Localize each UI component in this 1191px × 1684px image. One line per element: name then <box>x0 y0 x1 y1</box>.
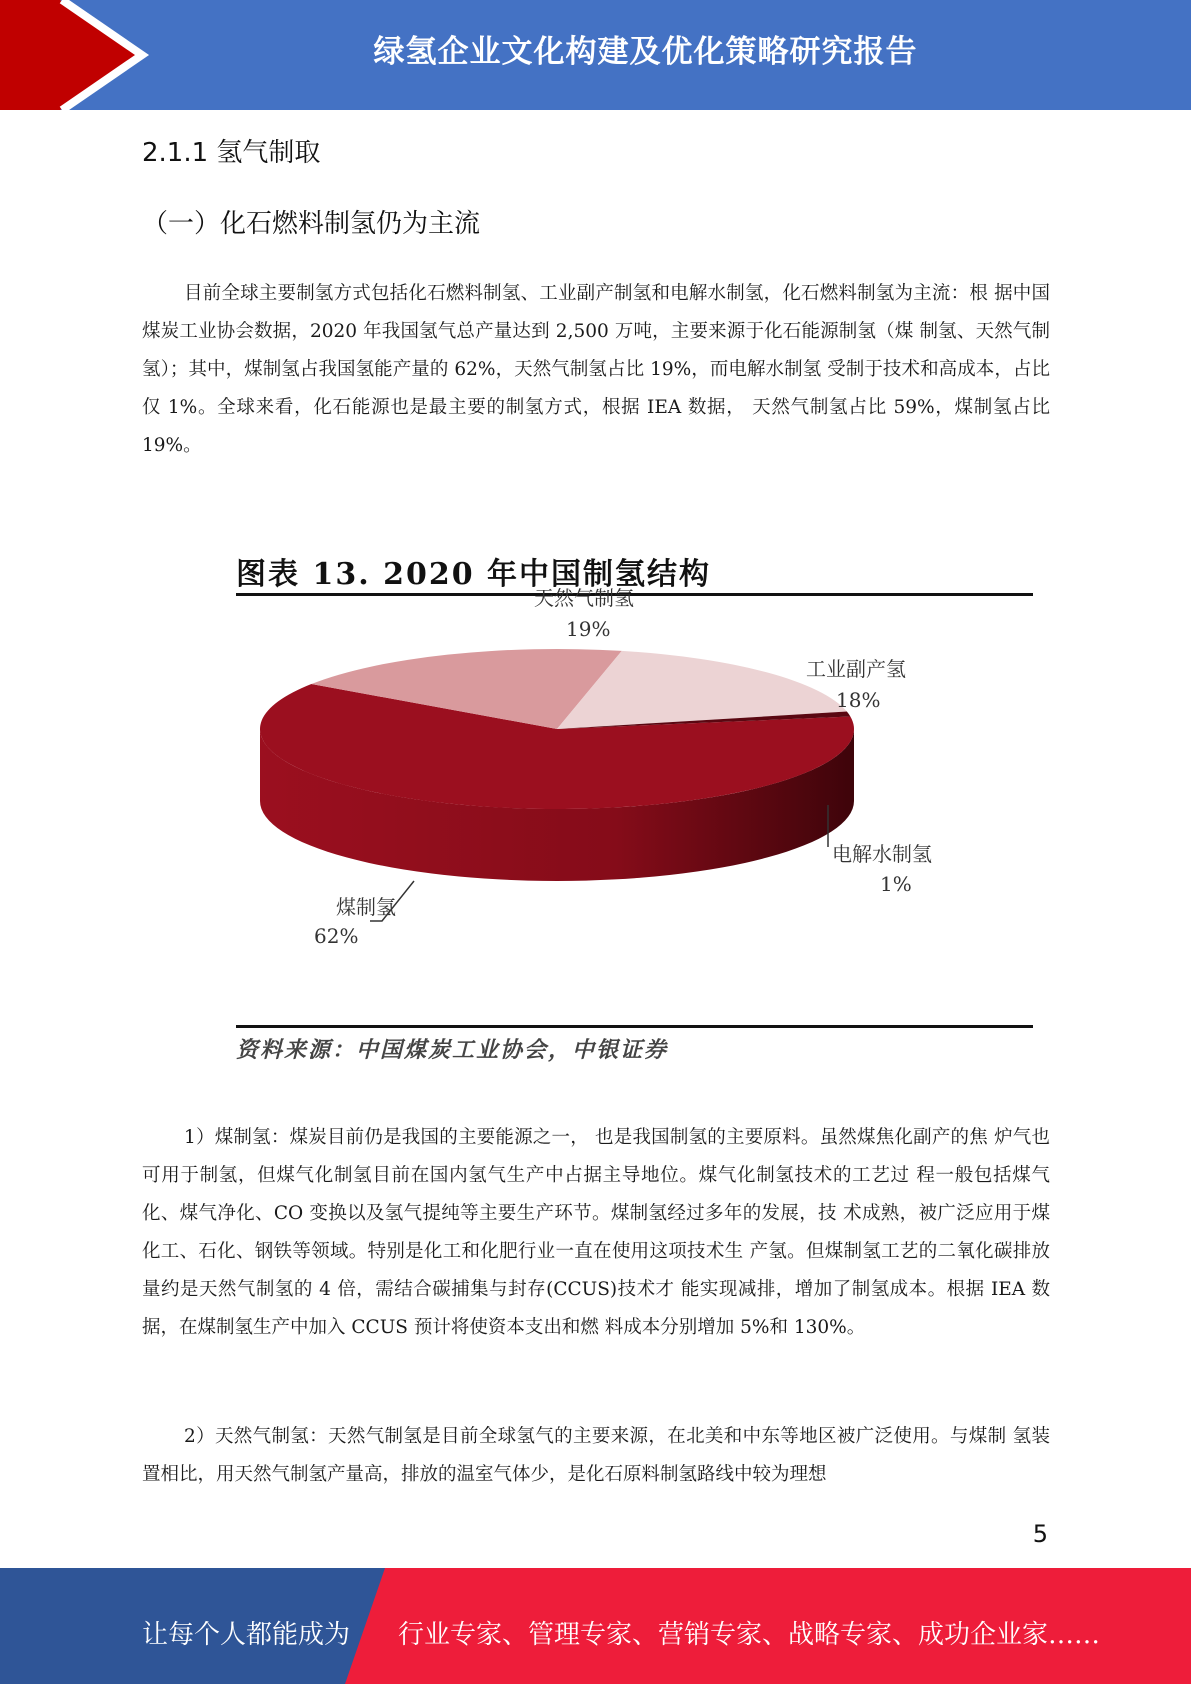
figure-bottom-rule <box>236 1025 1033 1028</box>
value-industrial-byproduct: 18% <box>836 688 881 712</box>
figure-source: 资料来源：中国煤炭工业协会，中银证券 <box>236 1037 669 1063</box>
page-header <box>0 0 1191 110</box>
footer-slogan-right: 行业专家、管理专家、营销专家、战略专家、成功企业家…… <box>398 1620 1101 1650</box>
subsection-heading: （一）化石燃料制氢仍为主流 <box>142 209 481 239</box>
figure-title: 图表 13. 2020 年中国制氢结构 <box>236 557 712 592</box>
figure-hydrogen-structure <box>236 543 1033 1068</box>
page-number: 5 <box>1032 1520 1048 1548</box>
natural-gas-paragraph: 2）天然气制氢：天然气制氢是目前全球氢气的主要来源，在北美和中东等地区被广泛使用。与煤制 氢装置相比，用天然气制氢产量高，排放的温室气体少，是化石原料制氢路线中较为理想 <box>142 1426 1050 1485</box>
label-coal: 煤制氢 <box>336 895 396 919</box>
page-footer <box>0 1568 1191 1684</box>
label-industrial-byproduct: 工业副产氢 <box>806 657 906 681</box>
value-coal: 62% <box>314 924 359 948</box>
value-natural-gas: 19% <box>566 617 611 641</box>
label-electrolysis: 电解水制氢 <box>832 842 932 866</box>
footer-slogan-left: 让每个人都能成为 <box>142 1620 351 1650</box>
label-natural-gas: 天然气制氢 <box>534 586 634 610</box>
value-electrolysis: 1% <box>880 872 912 896</box>
intro-paragraph: 目前全球主要制氢方式包括化石燃料制氢、工业副产制氢和电解水制氢，化石燃料制氢为主流：根 据中国煤炭工业协会数据，2020 年我国氢气总产量达到 2,500 万吨，主要来源于化石能源制氢（煤 制氢、天然气制氢）；其中，煤制氢占我国氢能产量的 62%，天然气制氢占比 19%，而电解水制氢 受制于技术和高成本，占比仅 1%。全球来看，化石能源也是最主要的制氢方式，根据 IEA 数据， 天然气制氢占比 59%，煤制氢占比 19%。 <box>142 283 1050 456</box>
coal-paragraph: 1）煤制氢：煤炭目前仍是我国的主要能源之一， 也是我国制氢的主要原料。虽然煤焦化副产的焦 炉气也可用于制氢，但煤气化制氢目前在国内氢气生产中占据主导地位。煤气化制氢技术的工艺过 程一般包括煤气化、煤气净化、CO 变换以及氢气提纯等主要生产环节。煤制氢经过多年的发展，技 术成熟，被广泛应用于煤化工、石化、钢铁等领域。特别是化工和化肥行业一直在使用这项技术生 产氢。但煤制氢工艺的二氧化碳排放量约是天然气制氢的 4 倍，需结合碳捕集与封存(CCUS)技术才 能实现减排，增加了制氢成本。根据 IEA 数据，在煤制氢生产中加入 CCUS 预计将使资本支出和燃 料成本分别增加 5%和 130%。 <box>142 1127 1050 1338</box>
report-title: 绿氢企业文化构建及优化策略研究报告 <box>373 34 918 70</box>
pie-chart <box>236 543 1033 1028</box>
section-heading: 2.1.1 氢气制取 <box>142 138 321 168</box>
